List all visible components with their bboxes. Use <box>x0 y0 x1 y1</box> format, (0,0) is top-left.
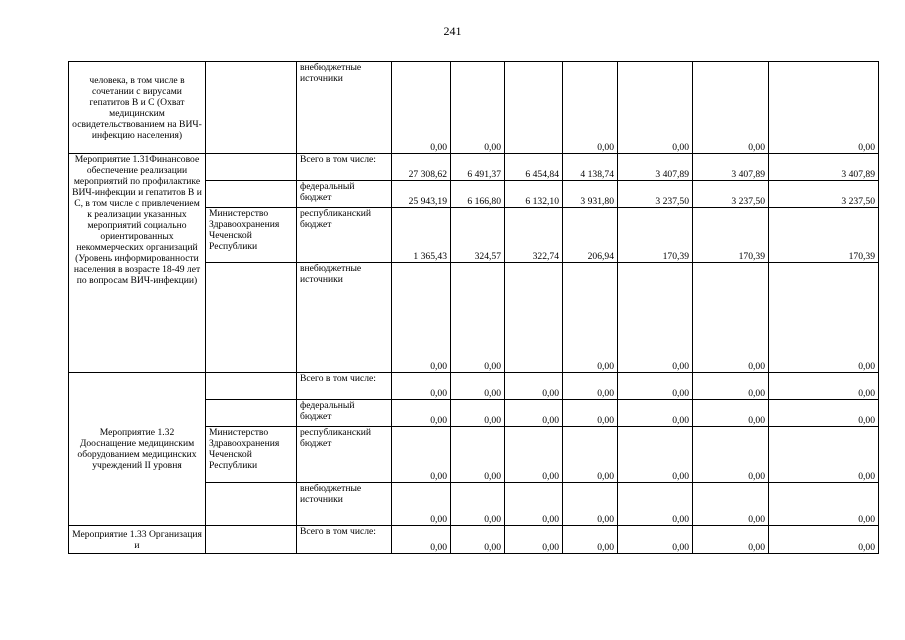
source-label: Всего в том числе: <box>297 154 392 181</box>
value-cell: 0,00 <box>505 400 563 427</box>
value-cell: 0,00 <box>618 427 693 483</box>
value-cell: 3 407,89 <box>769 154 879 181</box>
executor-cell <box>206 526 297 554</box>
value-cell: 0,00 <box>505 483 563 526</box>
value-cell: 0,00 <box>693 526 769 554</box>
value-cell: 0,00 <box>769 483 879 526</box>
value-cell: 0,00 <box>505 427 563 483</box>
value-cell: 3 407,89 <box>618 154 693 181</box>
value-cell: 0,00 <box>392 373 451 400</box>
source-label: республиканский бюджет <box>297 208 392 263</box>
value-cell: 0,00 <box>392 263 451 373</box>
page-number: 241 <box>443 24 462 38</box>
value-cell: 0,00 <box>618 526 693 554</box>
table-row <box>69 373 879 400</box>
source-label: Всего в том числе: <box>297 526 392 554</box>
value-cell: 1 365,43 <box>392 208 451 263</box>
value-cell: 170,39 <box>618 208 693 263</box>
value-cell: 0,00 <box>392 483 451 526</box>
table-row <box>69 154 879 181</box>
source-label: федеральный бюджет <box>297 181 392 208</box>
value-cell: 3 237,50 <box>618 181 693 208</box>
value-cell: 0,00 <box>563 263 618 373</box>
source-label: внебюджетные источники <box>297 62 392 154</box>
value-cell: 6 166,80 <box>451 181 505 208</box>
value-cell: 0,00 <box>563 427 618 483</box>
value-cell: 0,00 <box>563 373 618 400</box>
source-label: республиканский бюджет <box>297 427 392 483</box>
value-cell: 3 931,80 <box>563 181 618 208</box>
value-cell <box>505 263 563 373</box>
value-cell: 0,00 <box>451 400 505 427</box>
activity-name: Мероприятие 1.31Финансовое обеспечение реализации мероприятий по профилактике ВИЧ-инфекции и гепатитов В и С, в том числе с привлечением к реализации указанных мероприятий социально ориентированных некоммерческих организаций (Уровень информированности населения в возрасте 18-49 лет по вопросам ВИЧ-инфекции) <box>69 154 206 373</box>
value-cell <box>505 62 563 154</box>
value-cell: 0,00 <box>769 400 879 427</box>
value-cell: 4 138,74 <box>563 154 618 181</box>
executor-cell <box>206 373 297 400</box>
value-cell: 3 237,50 <box>769 181 879 208</box>
value-cell: 3 237,50 <box>693 181 769 208</box>
activity-name: человека, в том числе в сочетании с вирусами гепатитов В и С (Охват медицинским освидетельствованием на ВИЧ-инфекцию населения) <box>69 62 206 154</box>
value-cell: 0,00 <box>693 62 769 154</box>
value-cell: 0,00 <box>563 526 618 554</box>
value-cell: 0,00 <box>392 400 451 427</box>
value-cell: 0,00 <box>451 263 505 373</box>
value-cell: 0,00 <box>618 62 693 154</box>
executor-cell <box>206 483 297 526</box>
value-cell: 0,00 <box>769 427 879 483</box>
value-cell: 0,00 <box>618 483 693 526</box>
value-cell: 0,00 <box>563 400 618 427</box>
value-cell: 170,39 <box>769 208 879 263</box>
executor-cell: Министерство Здравоохранения Чеченской Республики <box>206 427 297 483</box>
value-cell: 0,00 <box>693 483 769 526</box>
executor-cell <box>206 181 297 208</box>
table-row <box>69 62 879 154</box>
value-cell: 170,39 <box>693 208 769 263</box>
executor-cell <box>206 263 297 373</box>
value-cell: 27 308,62 <box>392 154 451 181</box>
value-cell: 0,00 <box>618 373 693 400</box>
value-cell: 0,00 <box>693 400 769 427</box>
value-cell: 0,00 <box>769 373 879 400</box>
value-cell: 3 407,89 <box>693 154 769 181</box>
value-cell: 0,00 <box>505 373 563 400</box>
value-cell: 0,00 <box>693 263 769 373</box>
source-label: федеральный бюджет <box>297 400 392 427</box>
table-row <box>69 526 879 554</box>
budget-table <box>68 61 879 554</box>
value-cell: 0,00 <box>618 263 693 373</box>
value-cell: 0,00 <box>769 62 879 154</box>
executor-cell <box>206 154 297 181</box>
value-cell: 0,00 <box>563 483 618 526</box>
executor-cell: Министерство Здравоохранения Чеченской Республики <box>206 208 297 263</box>
value-cell: 6 132,10 <box>505 181 563 208</box>
value-cell: 0,00 <box>618 400 693 427</box>
activity-name: Мероприятие 1.33 Организация и <box>69 526 206 554</box>
executor-cell <box>206 62 297 154</box>
value-cell: 0,00 <box>563 62 618 154</box>
executor-cell <box>206 400 297 427</box>
value-cell: 0,00 <box>693 373 769 400</box>
activity-name: Мероприятие 1.32 Дооснащение медицинским оборудованием медицинских учреждений II уровня <box>69 373 206 526</box>
value-cell: 322,74 <box>505 208 563 263</box>
value-cell: 0,00 <box>451 526 505 554</box>
source-label: внебюджетные источники <box>297 263 392 373</box>
value-cell: 0,00 <box>451 483 505 526</box>
value-cell: 25 943,19 <box>392 181 451 208</box>
source-label: внебюджетные источники <box>297 483 392 526</box>
value-cell: 0,00 <box>392 62 451 154</box>
value-cell: 0,00 <box>451 427 505 483</box>
value-cell: 0,00 <box>769 263 879 373</box>
value-cell: 0,00 <box>392 427 451 483</box>
value-cell: 6 491,37 <box>451 154 505 181</box>
value-cell: 0,00 <box>505 526 563 554</box>
value-cell: 324,57 <box>451 208 505 263</box>
value-cell: 0,00 <box>451 62 505 154</box>
value-cell: 6 454,84 <box>505 154 563 181</box>
value-cell: 206,94 <box>563 208 618 263</box>
source-label: Всего в том числе: <box>297 373 392 400</box>
value-cell: 0,00 <box>769 526 879 554</box>
value-cell: 0,00 <box>693 427 769 483</box>
value-cell: 0,00 <box>451 373 505 400</box>
value-cell: 0,00 <box>392 526 451 554</box>
